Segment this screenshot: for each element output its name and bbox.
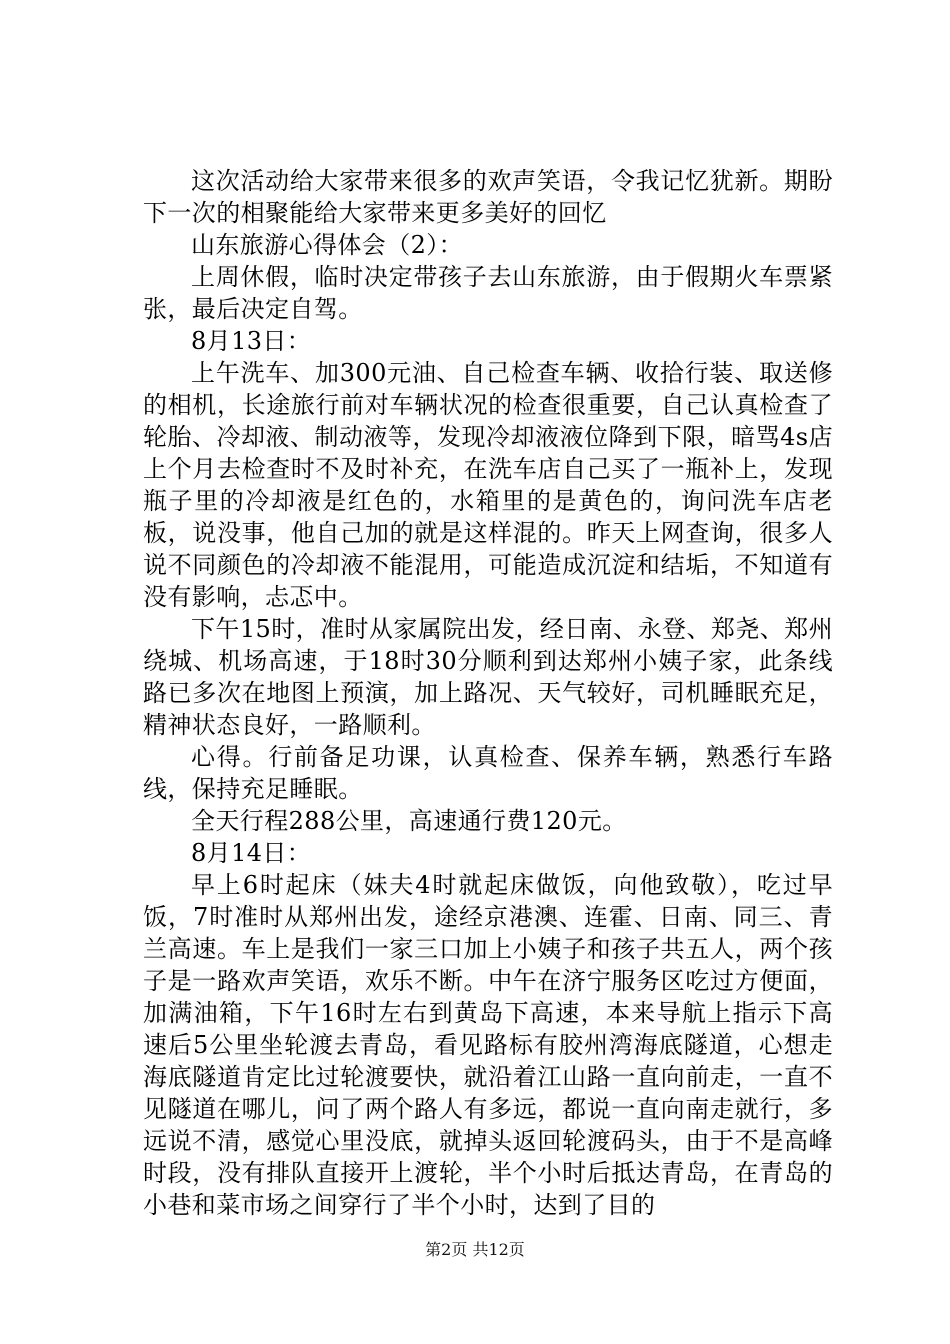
- paragraph: 上午洗车、加300元油、自己检查车辆、收拾行装、取送修的相机，长途旅行前对车辆状况的检查很重要，自己认真检查了轮胎、冷却液、制动液等，发现冷却液液位降到下限，暗骂4s店上个月去检查时不及时补充，在洗车店自己买了一瓶补上，发现瓶子里的冷却液是红色的，水箱里的是黄色的，询问洗车店老板，说没事，他自己加的就是这样混的。昨天上网查询，很多人说不同颜色的冷却液不能混用，可能造成沉淀和结垢，不知道有没有影响，忐忑中。: [143, 359, 833, 611]
- page-footer: 第2页 共12页: [425, 1240, 525, 1259]
- paragraph: 这次活动给大家带来很多的欢声笑语，令我记忆犹新。期盼下一次的相聚能给大家带来更多美好的回忆: [143, 167, 833, 227]
- date-heading: 8月14日：: [191, 839, 312, 867]
- date-heading: 8月13日：: [191, 327, 312, 355]
- paragraph: 下午15时，准时从家属院出发，经日南、永登、郑尧、郑州绕城、机场高速，于18时30分顺利到达郑州小姨子家，此条线路已多次在地图上预演，加上路况、天气较好，司机睡眠充足，精神状态良好，一路顺利。: [143, 615, 833, 739]
- document-body: [143, 165, 833, 1221]
- paragraph: 全天行程288公里，高速通行费120元。: [191, 807, 627, 835]
- paragraph: 早上6时起床（妹夫4时就起床做饭，向他致敬），吃过早饭，7时准时从郑州出发，途经京港澳、连霍、日南、同三、青兰高速。车上是我们一家三口加上小姨子和孩子共五人，两个孩子是一路欢声笑语，欢乐不断。中午在济宁服务区吃过方便面，加满油箱，下午16时左右到黄岛下高速，本来导航上指示下高速后5公里坐轮渡去青岛，看见路标有胶州湾海底隧道，心想走海底隧道肯定比过轮渡要快，就沿着江山路一直向前走，一直不见隧道在哪儿，问了两个路人有多远，都说一直向南走就行，多远说不清，感觉心里没底，就掉头返回轮渡码头，由于不是高峰时段，没有排队直接开上渡轮，半个小时后抵达青岛，在青岛的小巷和菜市场之间穿行了半个小时，达到了目的: [143, 871, 833, 1219]
- paragraph: 上周休假，临时决定带孩子去山东旅游，由于假期火车票紧张，最后决定自驾。: [143, 263, 833, 323]
- section-title: 山东旅游心得体会（2）：: [191, 231, 464, 259]
- paragraph: 心得。行前备足功课，认真检查、保养车辆，熟悉行车路线，保持充足睡眠。: [143, 743, 833, 803]
